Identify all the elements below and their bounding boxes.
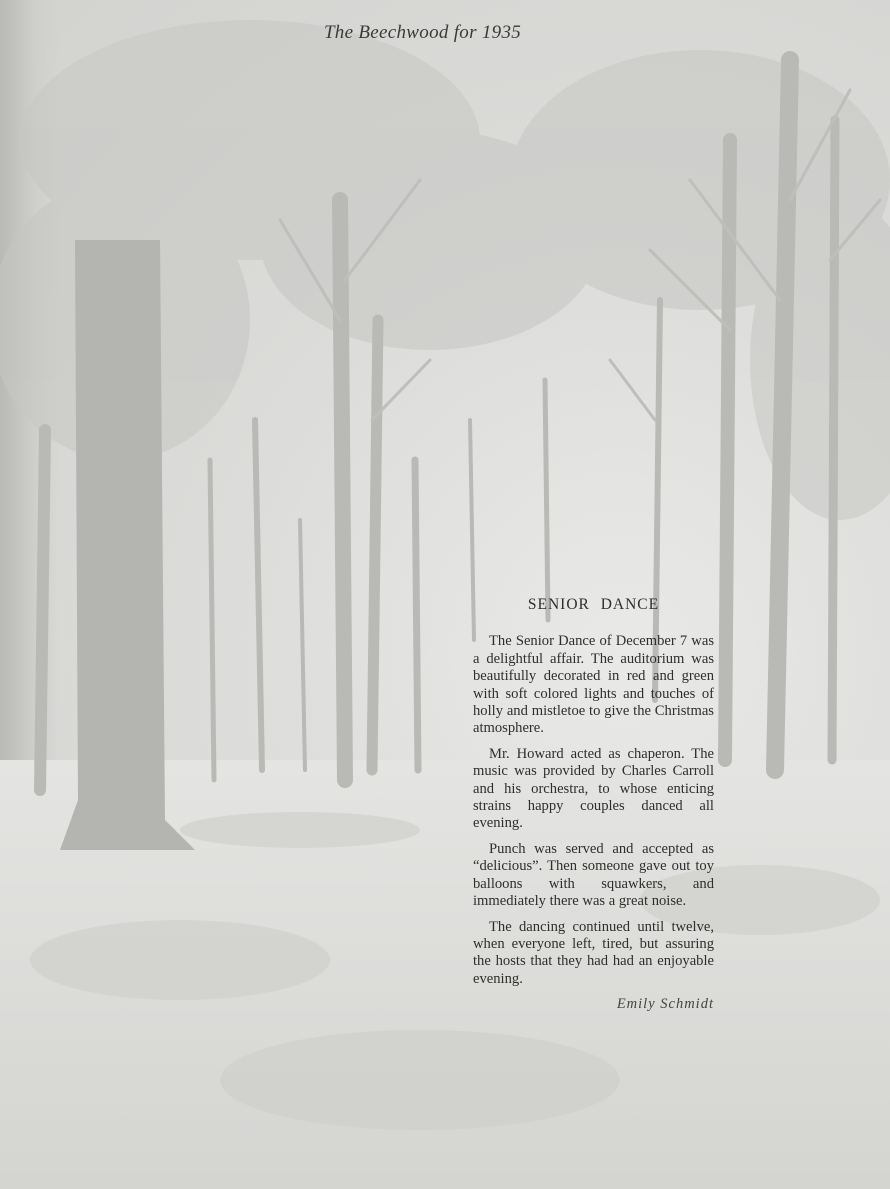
paragraph-1: The Senior Dance of December 7 was a delightful affair. The auditorium was beautifully decorated in red and green with soft colored lights and touches of holly and mistletoe to give the Christmas atmosphere. bbox=[473, 633, 714, 737]
paragraph-2: Mr. Howard acted as chaperon. The music was provided by Charles Carroll and his orchestra, to whose enticing strains happy couples danced all evening. bbox=[473, 745, 714, 832]
article bbox=[473, 596, 714, 1014]
article-title: SENIOR DANCE bbox=[527, 596, 660, 613]
running-head: The Beechwood for 1935 bbox=[323, 22, 522, 43]
paragraph-4: The dancing continued until twelve, when everyone left, tired, but assuring the hosts that they had had an enjoyable evening. bbox=[473, 918, 714, 987]
paragraph-3: Punch was served and accepted as “delicious”. Then someone gave out toy balloons with squawkers, and immediately there was a great noise. bbox=[473, 840, 714, 910]
byline: Emily Schmidt bbox=[616, 996, 714, 1013]
